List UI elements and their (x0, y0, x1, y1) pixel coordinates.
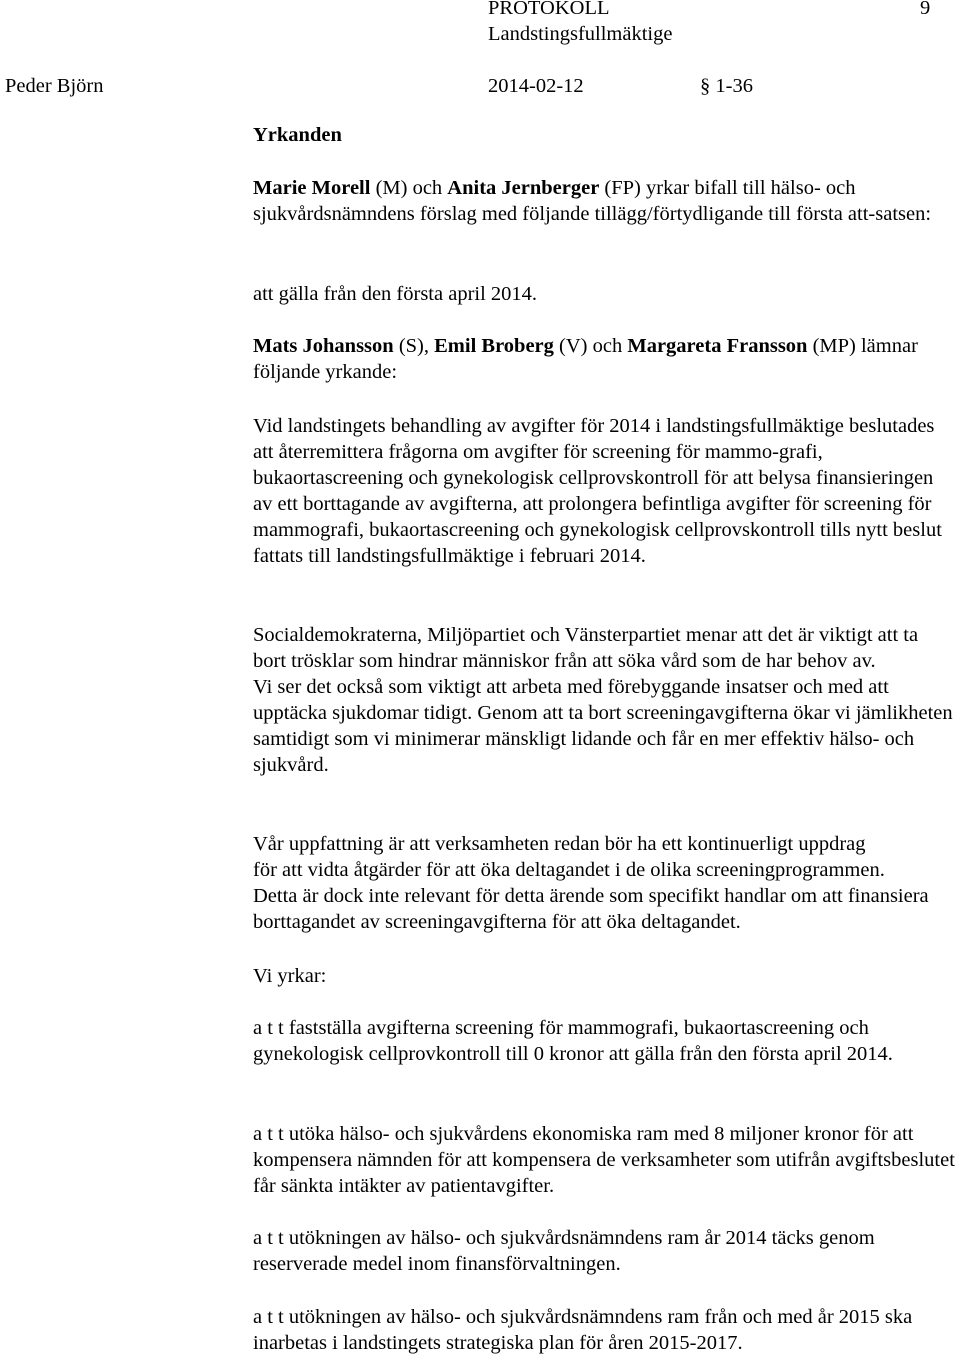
paragraph-fp-proposal: Marie Morell (M) och Anita Jernberger (FP) yrkar bifall till hälso- och sjukvårdsnämndens förslag med följande tillägg/förtydligande till första att-satsen: (253, 177, 932, 225)
att-sats-1: a t t fastställa avgifterna screening för mammografi, bukaortascreening och gynekologisk cellprovkontroll till 0 kronor att gälla från den första april 2014. (253, 1017, 893, 1065)
paragraph-s-v-mp-intro: Mats Johansson (S), Emil Broberg (V) och Margareta Fransson (MP) lämnar följande yrkande: (253, 335, 918, 383)
name-anita-jernberger: Anita Jernberger (447, 177, 600, 199)
att-sats-4: a t t utökningen av hälso- och sjukvårdsnämndens ram från och med år 2015 ska inarbetas i landstingets strategiska plan för åren 2015-2017. (253, 1306, 913, 1354)
section-range: 1-36 (715, 75, 753, 97)
section-ref (700, 75, 753, 98)
organization: Landstingsfullmäktige (488, 23, 673, 45)
section-symbol: § (700, 75, 711, 97)
motivation-part-2: Vi ser det också som viktigt att arbeta med förebyggande insatser och med att upptäcka sjukdomar tidigt. Genom att ta bort screeningavgifterna ökar vi jämlikheten samtidigt som vi minimerar mänskligt lidande och får en mer effektiv hälso- och sjukvård. (253, 676, 953, 776)
page-number: 9 (920, 0, 931, 19)
assessment-part-2: Detta är dock inte relevant för detta ärende som specifikt handlar om att finansiera borttagandet av screeningavgifterna för att öka deltagandet. (253, 885, 929, 933)
att-sats-3: a t t utökningen av hälso- och sjukvårdsnämndens ram år 2014 täcks genom reserverade medel inom finansförvaltningen. (253, 1227, 875, 1275)
name-mats-johansson: Mats Johansson (253, 335, 394, 357)
author: Peder Björn (5, 75, 104, 97)
doc-type: PROTOKOLL (488, 0, 610, 19)
name-margareta-fransson: Margareta Fransson (627, 335, 808, 357)
paragraph-background: Vid landstingets behandling av avgifter för 2014 i landstingsfullmäktige beslutades att återremittera frågorna om avgifter för screening för mammo-grafi, bukaortascreening och gynekologisk cellprovskontroll för att belysa finansieringen av ett borttagande av avgifterna, att prolongera befintliga avgifter för screening för mammografi, bukaortascreening och gynekologisk cellprovskontroll tills nytt beslut fattats till landstingsfullmäktige i februari 2014. (253, 415, 942, 567)
vi-yrkar-label: Vi yrkar: (253, 965, 327, 987)
motivation-part-1: Socialdemokraterna, Miljöpartiet och Vänsterpartiet menar att det är viktigt att ta bort trösklar som hindrar människor från att söka vård som de har behov av. (253, 624, 919, 672)
section-heading: Yrkanden (253, 124, 342, 146)
paragraph-att-date: att gälla från den första april 2014. (253, 283, 538, 305)
assessment-line-2: för att vidta åtgärder för att öka deltagandet i de olika screeningprogrammen. (253, 859, 885, 881)
assessment-line-1: Vår uppfattning är att verksamheten redan bör ha ett kontinuerligt uppdrag (253, 833, 866, 855)
paragraph-motivation (253, 622, 953, 778)
att-sats-2: a t t utöka hälso- och sjukvårdens ekonomiska ram med 8 miljoner kronor för att kompensera nämnden för att kompensera de verksamheter som utifrån avgiftsbeslutet får sänkta intäkter av patientavgifter. (253, 1123, 955, 1197)
name-emil-broberg: Emil Broberg (434, 335, 554, 357)
name-marie-morell: Marie Morell (253, 177, 371, 199)
paragraph-assessment (253, 831, 958, 935)
meeting-date: 2014-02-12 (488, 75, 584, 97)
